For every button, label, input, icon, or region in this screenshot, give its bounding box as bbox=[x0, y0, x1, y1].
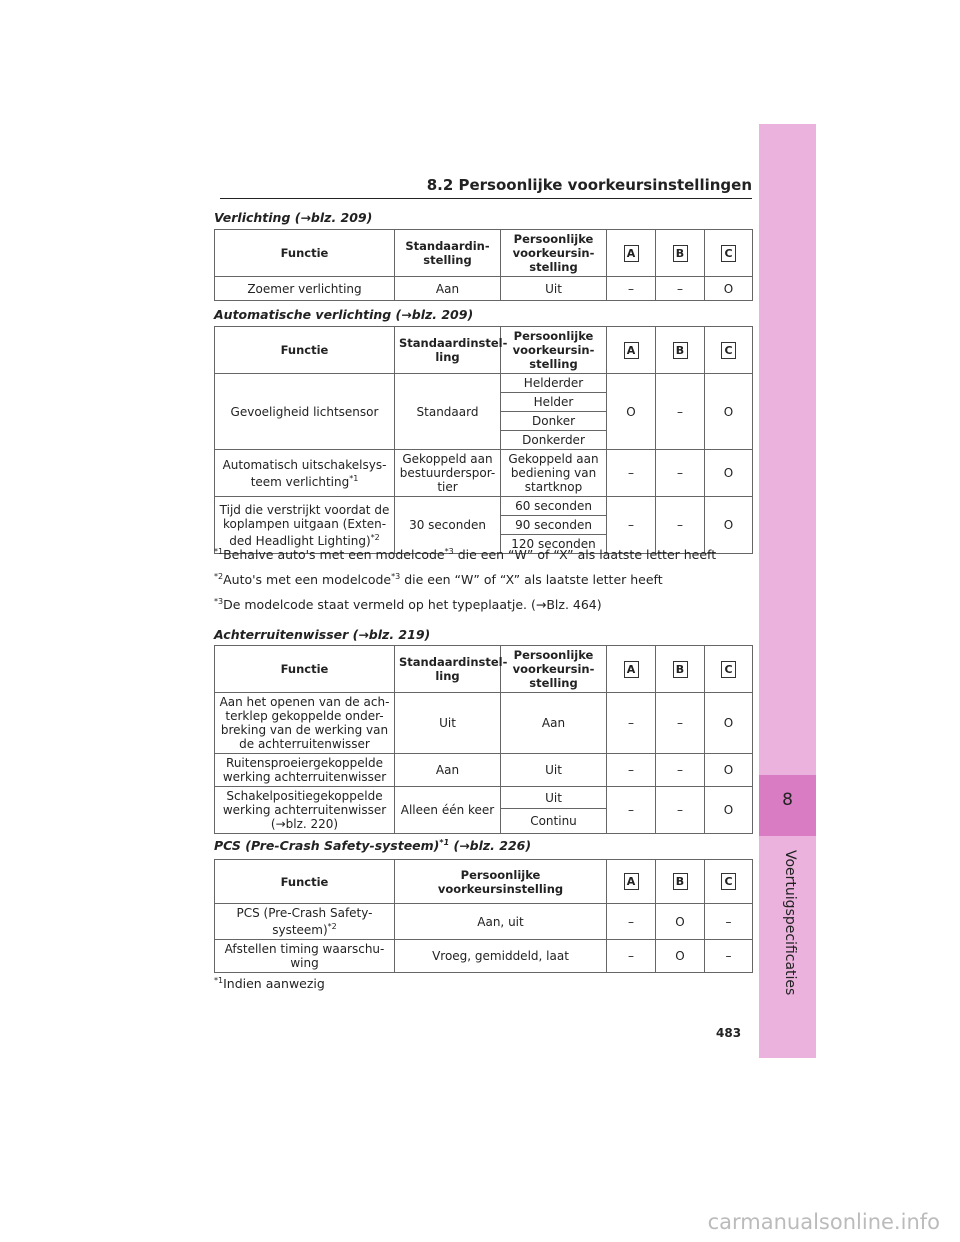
table-row bbox=[215, 904, 753, 940]
cell: Helder bbox=[501, 393, 607, 412]
cell: 30 seconden bbox=[395, 497, 501, 554]
section-title-achterruitenwisser: Achterruitenwisser (→blz. 219) bbox=[214, 627, 431, 642]
page-number: 483 bbox=[716, 1026, 742, 1040]
col-standaard: Standaardin- stelling bbox=[395, 230, 501, 277]
table-row bbox=[215, 450, 753, 497]
cell: – bbox=[607, 754, 656, 787]
cell: Alleen één keer bbox=[395, 787, 501, 834]
cell: – bbox=[656, 277, 705, 301]
mode-a-icon: A bbox=[624, 245, 639, 262]
cell: – bbox=[656, 787, 705, 834]
chapter-number: 8 bbox=[782, 790, 793, 810]
cell: – bbox=[607, 940, 656, 973]
col-functie: Functie bbox=[215, 860, 395, 904]
table-pcs bbox=[214, 859, 753, 973]
col-functie: Functie bbox=[215, 646, 395, 693]
cell: – bbox=[607, 904, 656, 940]
col-standaard: Standaardinstel- ling bbox=[395, 646, 501, 693]
cell: – bbox=[656, 497, 705, 554]
cell: Aan bbox=[395, 754, 501, 787]
cell: 60 seconden bbox=[501, 497, 607, 516]
cell: Continu bbox=[501, 809, 607, 834]
cell: O bbox=[705, 497, 753, 554]
table-row bbox=[215, 374, 753, 393]
cell: – bbox=[705, 940, 753, 973]
mode-a-icon: A bbox=[624, 342, 639, 359]
cell: Uit bbox=[501, 787, 607, 809]
cell: – bbox=[656, 450, 705, 497]
mode-c-icon: C bbox=[721, 245, 736, 262]
cell: – bbox=[656, 754, 705, 787]
mode-a-icon: A bbox=[624, 661, 639, 678]
cell: – bbox=[656, 374, 705, 450]
header-title: 8.2 Persoonlijke voorkeursinstellingen bbox=[426, 176, 752, 194]
cell: Gekoppeld aan bestuurderspor- tier bbox=[395, 450, 501, 497]
table-row bbox=[215, 497, 753, 516]
cell: Vroeg, gemiddeld, laat bbox=[395, 940, 607, 973]
mode-c-icon: C bbox=[721, 873, 736, 890]
cell: O bbox=[656, 904, 705, 940]
cell: Gevoeligheid lichtsensor bbox=[215, 374, 395, 450]
cell: – bbox=[656, 693, 705, 754]
col-persoonlijk: Persoonlijke voorkeursinstelling bbox=[395, 860, 607, 904]
chapter-label: Voertuigspecificaties bbox=[782, 850, 798, 996]
footnote: $^{*2}$Auto's met een modelcode$^{*3}$ die een “W” of “X” als laatste letter heeft bbox=[214, 572, 663, 588]
cell: Uit bbox=[501, 277, 607, 301]
footnote: $^{*1}$Behalve auto's met een modelcode$^{*3}$ die een “W” of “X” als laatste letter heeft bbox=[214, 547, 717, 563]
cell: O bbox=[656, 940, 705, 973]
cell: Tijd die verstrijkt voordat de koplampen uitgaan (Exten- ded Headlight Lighting)$^{*2}$ bbox=[215, 497, 395, 554]
cell: Automatisch uitschakelsys- teem verlichting$^{*1}$ bbox=[215, 450, 395, 497]
mode-b-icon: B bbox=[673, 873, 688, 890]
col-persoonlijk: Persoonlijke voorkeursin- stelling bbox=[501, 230, 607, 277]
table-row bbox=[215, 787, 753, 809]
cell: Uit bbox=[501, 754, 607, 787]
mode-b-icon: B bbox=[673, 245, 688, 262]
cell: 90 seconden bbox=[501, 516, 607, 535]
col-functie: Functie bbox=[215, 327, 395, 374]
cell: Aan bbox=[501, 693, 607, 754]
mode-a-icon: A bbox=[624, 873, 639, 890]
footnote: $^{*1}$Indien aanwezig bbox=[214, 976, 325, 992]
cell: Donkerder bbox=[501, 431, 607, 450]
cell: Ruitensproeiergekoppelde werking achterruitenwisser bbox=[215, 754, 395, 787]
cell: Uit bbox=[395, 693, 501, 754]
page-header bbox=[220, 176, 752, 199]
section-title-verlichting: Verlichting (→blz. 209) bbox=[214, 210, 373, 225]
cell: Schakelpositiegekoppelde werking achterruitenwisser (→blz. 220) bbox=[215, 787, 395, 834]
cell: Afstellen timing waarschu- wing bbox=[215, 940, 395, 973]
mode-b-icon: B bbox=[673, 342, 688, 359]
col-persoonlijk: Persoonlijke voorkeursin- stelling bbox=[501, 646, 607, 693]
cell: O bbox=[705, 374, 753, 450]
cell: Aan bbox=[395, 277, 501, 301]
table-row bbox=[215, 940, 753, 973]
cell: Aan, uit bbox=[395, 904, 607, 940]
cell: Aan het openen van de ach- terklep gekoppelde onder- breking van de werking van de achterruitenwisser bbox=[215, 693, 395, 754]
cell: – bbox=[607, 787, 656, 834]
cell: O bbox=[705, 787, 753, 834]
cell: – bbox=[607, 277, 656, 301]
col-functie: Functie bbox=[215, 230, 395, 277]
col-standaard: Standaardinstel- ling bbox=[395, 327, 501, 374]
cell: O bbox=[705, 754, 753, 787]
table-automatische-verlichting bbox=[214, 326, 753, 554]
footnote: $^{*3}$De modelcode staat vermeld op het typeplaatje. (→Blz. 464) bbox=[214, 597, 602, 613]
cell: – bbox=[607, 450, 656, 497]
cell: O bbox=[705, 277, 753, 301]
cell: Zoemer verlichting bbox=[215, 277, 395, 301]
table-row bbox=[215, 277, 753, 301]
mode-c-icon: C bbox=[721, 342, 736, 359]
cell: Standaard bbox=[395, 374, 501, 450]
mode-b-icon: B bbox=[673, 661, 688, 678]
cell: O bbox=[705, 693, 753, 754]
table-verlichting bbox=[214, 229, 753, 301]
watermark: carmanualsonline.info bbox=[707, 1210, 940, 1234]
cell: Donker bbox=[501, 412, 607, 431]
cell: O bbox=[705, 450, 753, 497]
cell: O bbox=[607, 374, 656, 450]
cell: Gekoppeld aan bediening van startknop bbox=[501, 450, 607, 497]
table-row bbox=[215, 754, 753, 787]
col-persoonlijk: Persoonlijke voorkeursin- stelling bbox=[501, 327, 607, 374]
cell: 120 seconden bbox=[501, 535, 607, 554]
table-achterruitenwisser bbox=[214, 645, 753, 834]
cell: – bbox=[705, 904, 753, 940]
section-title-automatische-verlichting: Automatische verlichting (→blz. 209) bbox=[214, 307, 474, 322]
mode-c-icon: C bbox=[721, 661, 736, 678]
cell: – bbox=[607, 693, 656, 754]
cell: Helderder bbox=[501, 374, 607, 393]
section-title-pcs: PCS (Pre-Crash Safety-systeem)$^{*1}$ (→blz. 226) bbox=[214, 838, 532, 854]
table-row bbox=[215, 693, 753, 754]
cell: – bbox=[607, 497, 656, 554]
cell: PCS (Pre-Crash Safety- systeem)$^{*2}$ bbox=[215, 904, 395, 940]
